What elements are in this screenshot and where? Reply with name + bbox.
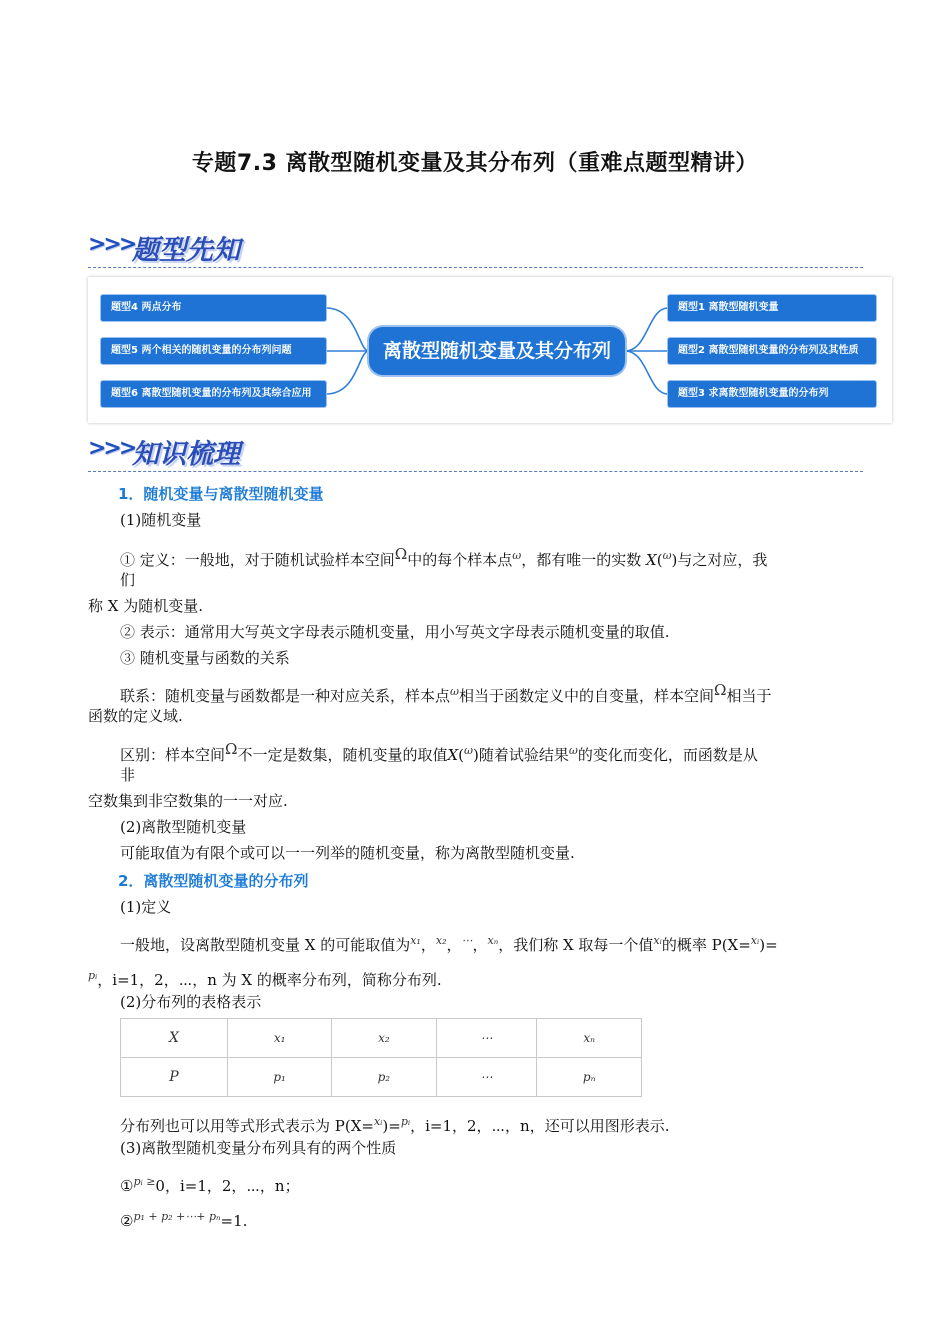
- math-pi: pᵢ: [88, 969, 98, 982]
- text: ①: [120, 1177, 134, 1195]
- table-cell: x₂: [332, 1019, 436, 1058]
- text: 随着试验结果: [478, 746, 569, 764]
- text: 中的每个样本点: [407, 551, 513, 569]
- dashed-divider: [88, 471, 863, 472]
- table-cell: p₂: [332, 1058, 436, 1097]
- text: ②: [120, 1212, 134, 1230]
- text: )=: [382, 1117, 401, 1135]
- definition-paragraph: 一般地，设离散型随机变量 X 的可能取值为$^{x_1}$，$^{x_2}$，⋯，$^{x_n}$，我们称 X 取每一个值$^{xᵢ}$的概率 P(X=$^{xᵢ}$)=: [120, 934, 778, 954]
- text: 与之对应，我: [677, 551, 768, 569]
- section-banner-knowledge: [88, 432, 863, 472]
- text: )=: [759, 936, 778, 954]
- omega-symbol: Ω: [394, 545, 408, 563]
- mindmap-node-type3: 题型3 求离散型随机变量的分布列: [668, 381, 876, 407]
- mindmap-node-type5: 题型5 两个相关的随机变量的分布列问题: [101, 338, 326, 364]
- banner-arrows: >>>: [88, 436, 135, 461]
- sub-heading: (1)随机变量: [120, 511, 202, 529]
- page-title: 专题7.3 离散型随机变量及其分布列（重难点题型精讲）: [191, 151, 759, 176]
- text: ，我们称 X 取每一个值: [498, 936, 654, 954]
- omega-small-symbol: ω: [662, 549, 672, 562]
- text: 相当于函数定义中的自变量，样本空间: [459, 687, 715, 705]
- sub-heading: (2)离散型随机变量: [120, 818, 247, 836]
- text: 的变化而变化，而函数是从: [577, 746, 758, 764]
- table-cell: pₙ: [537, 1058, 642, 1097]
- math-x1: x₁: [410, 934, 421, 947]
- math-xn: xₙ: [487, 934, 499, 947]
- text: 的概率 P(X=: [661, 936, 751, 954]
- connection-paragraph: [120, 680, 771, 706]
- equation-paragraph: [120, 1112, 669, 1136]
- sub-heading: ③ 随机变量与函数的关系: [120, 649, 290, 667]
- banner-title: 题型先知: [132, 235, 240, 266]
- text: 函数的定义域.: [88, 707, 183, 725]
- text: ，都有唯一的实数: [521, 551, 642, 569]
- sub-heading: (3)离散型随机变量分布列具有的两个性质: [120, 1139, 397, 1157]
- text: 0，i=1，2，⋯，n；: [155, 1177, 300, 1195]
- mindmap-node-type2: 题型2 离散型随机变量的分布列及其性质: [668, 338, 876, 364]
- text: 不一定是数集，随机变量的取值: [237, 746, 448, 764]
- variable-x: X: [447, 746, 459, 764]
- mindmap-node-type6: 题型6 离散型随机变量的分布列及其综合应用: [101, 381, 326, 407]
- representation-paragraph: ② 表示：通常用大写英文字母表示随机变量，用小写英文字母表示随机变量的取值.: [120, 623, 670, 641]
- definition-line2: [88, 966, 442, 990]
- text: 区别：样本空间: [120, 746, 226, 764]
- math-dots: ⋯: [461, 934, 473, 947]
- distribution-table: [120, 1018, 642, 1097]
- text: 分布列也可以用等式形式表示为 P(X=: [120, 1117, 374, 1135]
- property-2: [120, 1207, 247, 1231]
- variable-x: X: [646, 551, 657, 569]
- math-pi: pᵢ: [400, 1115, 411, 1128]
- section-heading-1: 1．随机变量与离散型随机变量: [118, 485, 324, 503]
- banner-arrows: >>>: [88, 232, 135, 257]
- table-row: [121, 1058, 642, 1097]
- math-xi: xᵢ: [750, 934, 760, 947]
- text: ，i=1，2，⋯，n 为 X 的概率分布列，简称分布列.: [97, 971, 442, 989]
- table-cell: P: [121, 1058, 228, 1097]
- text: 空数集到非空数集的一一对应.: [88, 792, 288, 810]
- text: 非: [120, 766, 136, 784]
- omega-symbol: Ω: [225, 740, 238, 758]
- text: =1.: [220, 1212, 248, 1230]
- sub-heading: (1)定义: [120, 898, 172, 916]
- math-pi-geq: pᵢ ≥: [133, 1175, 156, 1188]
- table-cell: ⋯: [436, 1058, 537, 1097]
- property-1: [120, 1172, 300, 1196]
- text: 相当于: [726, 687, 772, 705]
- math-x2: x₂: [435, 934, 447, 947]
- omega-small-symbol: ω: [568, 744, 578, 757]
- mind-map: [88, 277, 892, 423]
- text: 可能取值为有限个或可以一一列举的随机变量，称为离散型随机变量.: [120, 844, 575, 862]
- section-banner-preview: [88, 228, 863, 268]
- omega-symbol: Ω: [714, 681, 727, 699]
- mindmap-center-node: 离散型随机变量及其分布列: [369, 327, 625, 375]
- text: 一般地，设离散型随机变量 X 的可能取值为: [120, 936, 411, 954]
- text: ① 定义：一般地，对于随机试验样本空间: [120, 551, 395, 569]
- text: ，i=1，2，⋯，n，还可以用图形表示.: [410, 1117, 670, 1135]
- table-row: [121, 1019, 642, 1058]
- omega-small-symbol: ω: [450, 685, 459, 698]
- table-cell: x₁: [228, 1019, 332, 1058]
- table-cell: xₙ: [537, 1019, 642, 1058]
- dashed-divider: [88, 267, 863, 268]
- table-cell: X: [121, 1019, 228, 1058]
- table-cell: ⋯: [436, 1019, 537, 1058]
- text: 们: [120, 571, 136, 589]
- text: 联系：随机变量与函数都是一种对应关系，样本点: [120, 687, 451, 705]
- difference-paragraph: 区别：样本空间Ω不一定是数集，随机变量的取值X($^\omega$)随着试验结果$^\omega$的变化而变化，而函数是从: [120, 740, 758, 764]
- sub-heading: (2)分布列的表格表示: [120, 993, 262, 1011]
- math-xi: xᵢ: [653, 934, 662, 947]
- banner-title: 知识梳理: [132, 439, 240, 470]
- definition-paragraph: ① 定义：一般地，对于随机试验样本空间Ω中的每个样本点$^\omega$，都有唯一的实数 X($^\omega$)与之对应，我: [120, 545, 768, 569]
- table-cell: p₁: [228, 1058, 332, 1097]
- math-sum: p₁ + p₂ +⋯+ pₙ: [133, 1210, 221, 1223]
- omega-small-symbol: ω: [512, 549, 522, 562]
- mindmap-node-type1: 题型1 离散型随机变量: [668, 295, 876, 321]
- section-heading-2: 2．离散型随机变量的分布列: [118, 872, 309, 890]
- mindmap-node-type4: 题型4 两点分布: [101, 295, 326, 321]
- math-xi: xᵢ: [373, 1115, 383, 1128]
- omega-small-symbol: ω: [464, 744, 473, 757]
- text: 称 X 为随机变量.: [88, 597, 203, 615]
